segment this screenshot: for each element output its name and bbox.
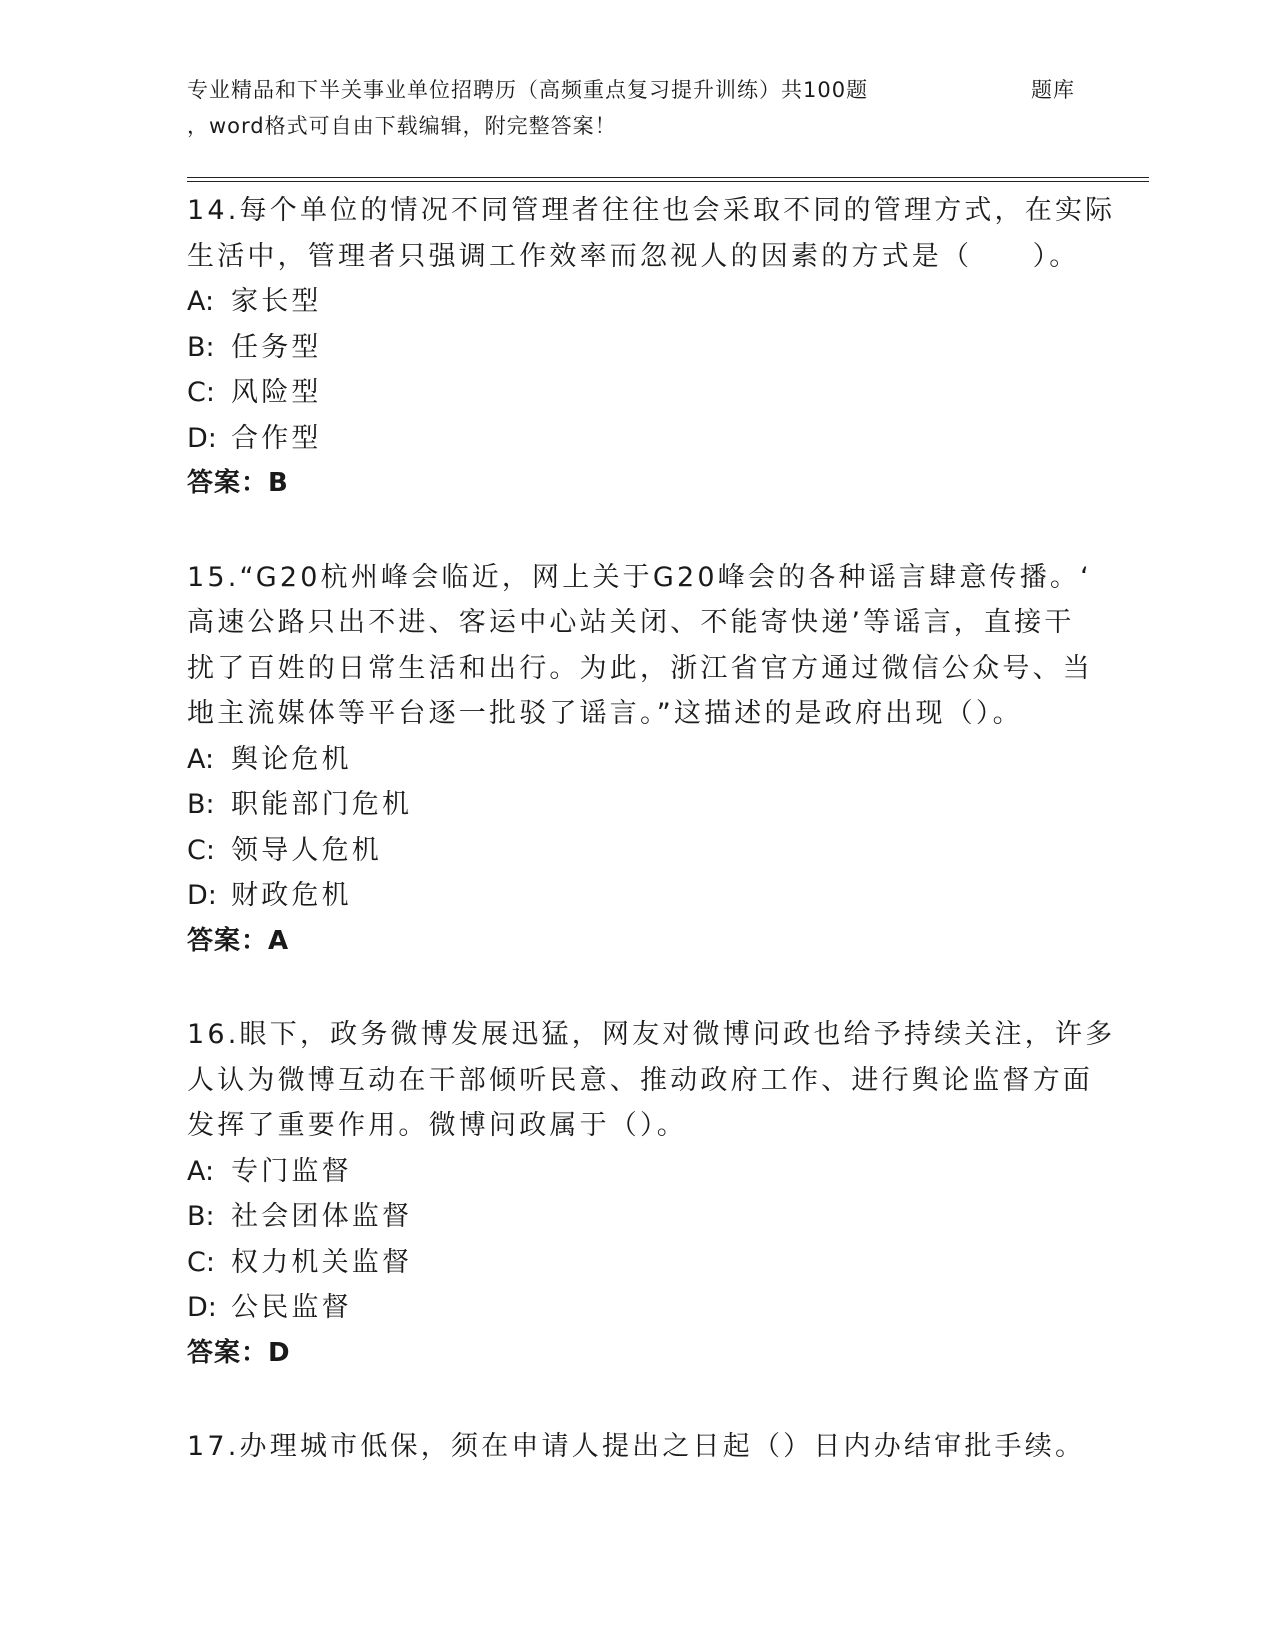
option-label: C:: [187, 377, 215, 408]
header-subtitle: ，word格式可自由下载编辑，附完整答案！: [187, 114, 617, 138]
option-text: 社会团体监督: [231, 1201, 413, 1232]
option-label: A:: [187, 743, 215, 775]
header-tag: 题库: [1031, 78, 1075, 102]
question-14: [187, 188, 1116, 507]
question-stem-line: 17.办理城市低保，须在申请人提出之日起（）日内办结审批手续。: [187, 1431, 1086, 1462]
document-header: [187, 72, 1147, 144]
option-text: 家长型: [231, 286, 322, 317]
option-b: [187, 1194, 1087, 1240]
option-label: A:: [187, 1155, 215, 1187]
question-stem-line: 人认为微博互动在干部倾听民意、推动政府工作、进行舆论监督方面: [187, 1064, 1093, 1096]
option-text: 领导人危机: [231, 834, 382, 866]
option-a: [187, 279, 1087, 325]
option-label: B:: [187, 789, 215, 820]
option-a: [187, 737, 1087, 783]
option-d: [187, 416, 1087, 462]
option-label: B:: [187, 1201, 215, 1232]
option-c: [187, 828, 1087, 874]
option-c: [187, 1240, 1087, 1286]
answer-line: 答案：B: [187, 468, 289, 498]
option-text: 风险型: [231, 377, 322, 408]
question-stem-line: 发挥了重要作用。微博问政属于（）。: [187, 1110, 687, 1141]
option-c: [187, 370, 1087, 416]
question-stem-line: 15.“G20杭州峰会临近，网上关于G20峰会的各种谣言肆意传播。‘: [187, 561, 1092, 593]
option-label: B:: [187, 331, 215, 363]
option-b: [187, 325, 1087, 371]
question-stem-line: 高速公路只出不进、客运中心站关闭、不能寄快递’等谣言，直接干: [187, 607, 1075, 638]
option-text: 职能部门危机: [231, 789, 413, 820]
option-text: 任务型: [231, 331, 322, 363]
question-list: [187, 188, 1116, 1518]
option-d: [187, 1285, 1087, 1331]
option-label: D:: [187, 880, 217, 911]
option-a: [187, 1149, 1087, 1195]
option-text: 舆论危机: [231, 743, 352, 775]
header-divider: [187, 177, 1149, 182]
question-17: [187, 1424, 1087, 1470]
answer-line: 答案：A: [187, 925, 290, 956]
option-d: [187, 873, 1087, 919]
question-stem-line: 14.每个单位的情况不同管理者往往也会采取不同的管理方式，在实际: [187, 195, 1116, 226]
option-text: 权力机关监督: [231, 1246, 413, 1278]
question-stem-line: 扰了百姓的日常生活和出行。为此，浙江省官方通过微信公众号、当: [187, 652, 1093, 684]
answer-line: 答案：D: [187, 1337, 291, 1368]
question-15: [187, 555, 1093, 965]
option-label: D:: [187, 422, 217, 454]
option-text: 财政危机: [231, 880, 352, 911]
question-stem-line: 16.眼下，政务微博发展迅猛，网友对微博问政也给予持续关注，许多: [187, 1019, 1116, 1050]
option-text: 公民监督: [231, 1292, 352, 1323]
header-title: 专业精品和下半关事业单位招聘历（高频重点复习提升训练）共100题: [187, 78, 869, 102]
option-label: C:: [187, 834, 215, 866]
question-stem-line: 生活中，管理者只强调工作效率而忽视人的因素的方式是（ ）。: [187, 240, 1080, 272]
question-16: [187, 1012, 1116, 1376]
option-label: A:: [187, 286, 215, 317]
option-label: C:: [187, 1246, 215, 1278]
question-stem-line: 地主流媒体等平台逐一批驳了谣言。”这描述的是政府出现（）。: [187, 698, 1023, 729]
option-b: [187, 782, 1087, 828]
option-label: D:: [187, 1292, 217, 1323]
option-text: 专门监督: [231, 1155, 352, 1187]
option-text: 合作型: [231, 422, 322, 454]
